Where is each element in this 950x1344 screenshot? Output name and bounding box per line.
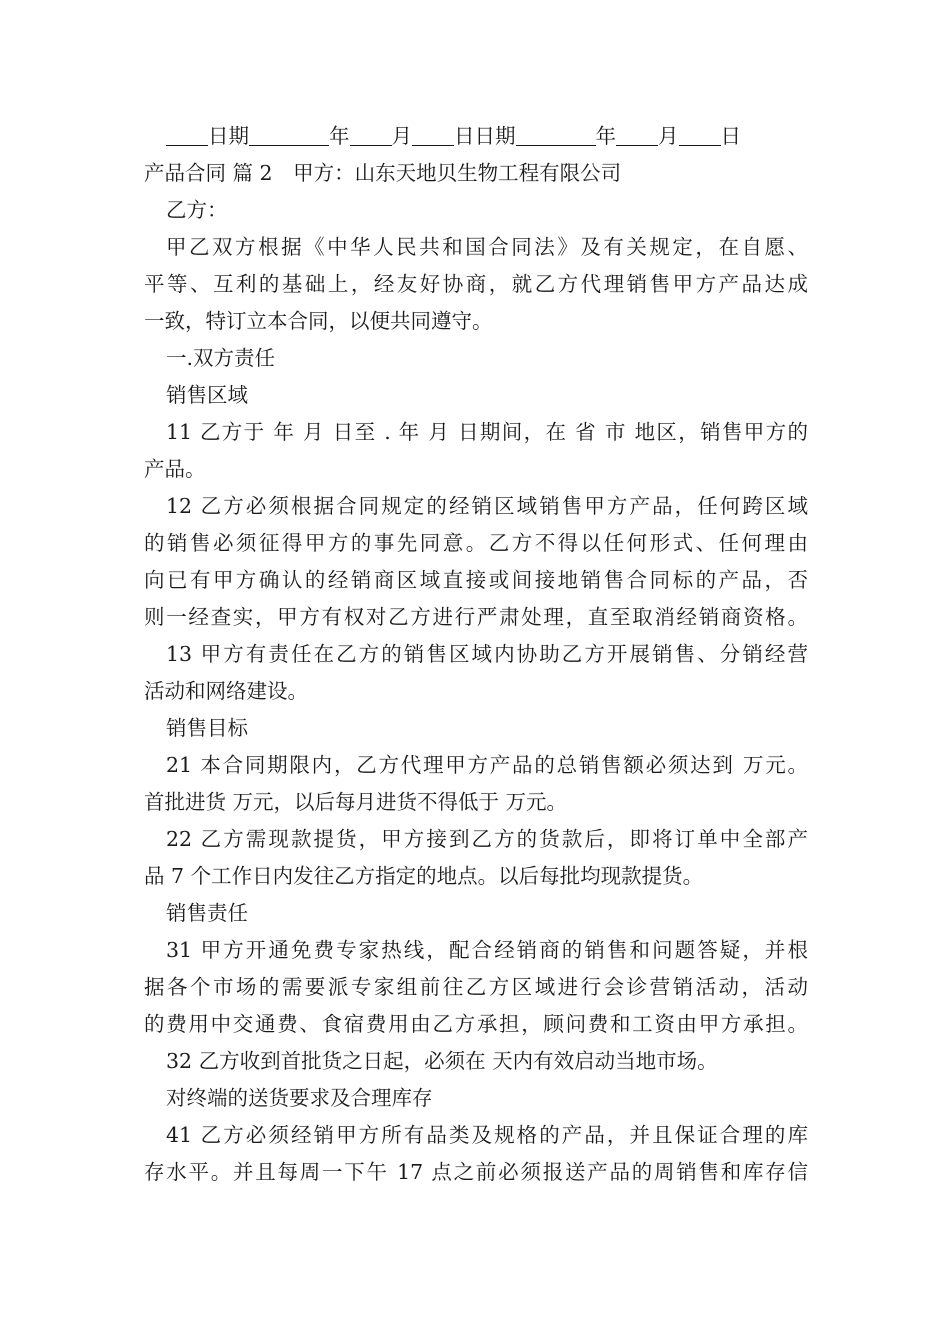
date-label: 月 [658,124,679,148]
subsection-heading: 对终端的送货要求及合理库存 [166,1086,433,1110]
paragraph-line: 的费用中交通费、食宿费用由乙方承担，顾问费和工资由甲方承担。 [144,1012,808,1036]
date-line [144,118,808,155]
paragraph-line: 品 7 个工作日内发往乙方指定的地点。以后每批均现款提货。 [144,864,704,888]
paragraph-line: 22 乙方需现款提货，甲方接到乙方的货款后，即将订单中全部产 [166,827,808,851]
paragraph-line: 甲乙双方根据《中华人民共和国合同法》及有关规定，在自愿、 [166,235,808,259]
party-b-label: 乙方： [166,198,228,222]
date-label: 月 [391,124,412,148]
paragraph-line: 据各个市场的需要派专家组前往乙方区域进行会诊营销活动，活动 [144,975,808,999]
paragraph-line: 31 甲方开通免费专家热线，配合经销商的销售和问题答疑，并根 [166,938,808,962]
blank-field [679,121,721,146]
paragraph-line: 存水平。并且每周一下午 17 点之前必须报送产品的周销售和库存信 [144,1160,808,1184]
blank-field [412,121,454,146]
paragraph-line: 向已有甲方确认的经销商区域直接或间接地销售合同标的产品，否 [144,568,808,592]
date-label: 日期 [208,124,249,148]
paragraph-line: 的销售必须征得甲方的事先同意。乙方不得以任何形式、任何理由 [144,531,808,555]
blank-field [249,121,329,146]
blank-field [616,121,658,146]
paragraph-line: 41 乙方必须经销甲方所有品类及规格的产品，并且保证合理的库 [166,1123,808,1147]
date-label: 日 [720,124,741,148]
paragraph-line: 21 本合同期限内，乙方代理甲方产品的总销售额必须达到 万元。 [166,753,808,777]
subsection-heading: 销售区域 [166,383,248,407]
paragraph-line: 产品。 [144,457,206,481]
paragraph-line: 则一经查实，甲方有权对乙方进行严肃处理，直至取消经销商资格。 [144,605,808,629]
document-page [144,118,808,1191]
paragraph-line: 首批进货 万元，以后每月进货不得低于 万元。 [144,790,568,814]
date-label: 日日期 [454,124,516,148]
paragraph-line: 32 乙方收到首批货之日起，必须在 天内有效启动当地市场。 [166,1049,718,1073]
paragraph-line: 一致，特订立本合同，以便共同遵守。 [144,309,493,333]
blank-field [516,121,596,146]
blank-field [166,121,208,146]
section-heading: 一.双方责任 [166,346,276,370]
contract-header: 产品合同 篇 2 甲方：山东天地贝生物工程有限公司 [144,161,622,185]
subsection-heading: 销售目标 [166,716,248,740]
paragraph-line: 11 乙方于 年 月 日至 . 年 月 日期间，在 省 市 地区，销售甲方的 [166,420,808,444]
subsection-heading: 销售责任 [166,901,248,925]
blank-field [350,121,392,146]
paragraph-line: 平等、互利的基础上，经友好协商，就乙方代理销售甲方产品达成 [144,272,808,296]
paragraph-line: 12 乙方必须根据合同规定的经销区域销售甲方产品，任何跨区域 [166,494,808,518]
date-label: 年 [329,124,350,148]
paragraph-line: 13 甲方有责任在乙方的销售区域内协助乙方开展销售、分销经营 [166,642,808,666]
paragraph-line: 活动和网络建设。 [144,679,308,703]
date-label: 年 [595,124,616,148]
